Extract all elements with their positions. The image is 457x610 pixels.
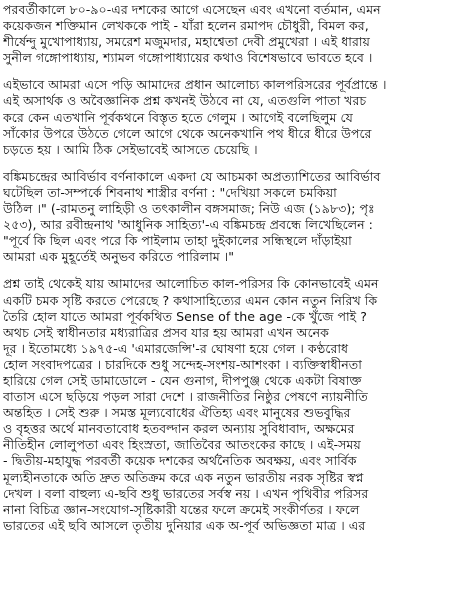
text-line: অন্তহিত । সেই শুরু । সমস্ত মূল্যবোধের ঐতিহ্য এবং মানুষের শুভবুদ্ধির: [3, 405, 351, 421]
text-line: প্রশ্ন তাই থেকেই যায় আমাদের আলোচিত কাল-পরিসর কি কোনভাবেই এমন: [3, 276, 379, 292]
paragraph-3: [3, 169, 454, 266]
text-line: ভারতের এই ছবি আসলে তৃতীয় দুনিয়ার এক অ-পূর্ব অভিজ্ঞতা মাত্র । এর: [3, 517, 366, 533]
text-line: নীতিহীন লোলুপতা এবং হিংস্রতা, জাতিবৈর আতংকের কাছে । এই-সময়: [3, 437, 361, 453]
text-line: বাতাস এসে ছড়িয়ে পড়ল সারা দেশে । রাজনীতির নিষ্ঠুর পেষণে ন্যায়নীতি: [3, 389, 368, 405]
text-line: দেখল । বলা বাহুল্য এ-ছবি শুধু ভারতের সর্বস্ব নয় । এখন পৃথিবীর পরিসর: [3, 485, 369, 501]
text-line: নানা বিচিত্র জ্ঞান-সংযোগ-সৃষ্টিকারী যন্তের ফলে ক্রমেই সংকীর্ণতর । ফলে: [3, 501, 360, 517]
text-line: একটি চমক সৃষ্টি করতে পেরেছে ? কথাসাহিত্যের এমন কোন নতুন নিরিখ কি: [3, 292, 378, 308]
text-line: এইভাবে আমরা এসে পড়ি আমাদের প্রধান আলোচ্য কালপরিসরের পূর্বপ্রান্তে ।: [3, 77, 387, 93]
text-line: পরবর্তীকালে ৮০-৯০-এর দশকের আগে এসেছেন এবং এখনো বর্তমান, এমন: [3, 2, 381, 17]
text-line: সাঁকোর উপরে উঠতে গেলে আগে থেকে অনেকখানি পথ ধীরে ধীরে উপরে: [3, 125, 372, 141]
paragraph-1: [3, 2, 454, 66]
text-line: - দ্বিতীয়-মহাযুদ্ধ পরবর্তী কয়েক দশকের অর্থনৈতিক অবক্ষয়, এবং সার্বিক: [3, 453, 357, 469]
text-line: এই অসার্থক ও অবৈজ্ঞানিক প্রশ্ন কখনই উঠবে না যে, এতগুলি পাতা খরচ: [3, 93, 367, 109]
text-line: করে কেন এতখানি পূর্বকথনে বিস্তৃত হতে গেলুম । আগেই বলেছিলুম যে: [3, 109, 353, 125]
text-line: ঘটেছিল তা-সম্পর্কে শিবনাথ শাস্ত্রীর বর্ণনা : "দেখিয়া সকলে চমকিয়া: [3, 184, 337, 200]
text-line: কয়েকজন শক্তিমান লেখককে পাই - যাঁরা হলেন রমাপদ চৌধুরী, বিমল কর,: [3, 18, 369, 34]
paragraph-2: [3, 77, 454, 157]
text-line: বঙ্কিমচন্দ্রের আবির্ভাব বর্ণনাকালে একদা যে আচমকা অপ্রত্যাশিতের আবির্ভাব: [3, 168, 381, 184]
text-line: হারিয়ে গেল সেই ডামাডোলে - যেন গুনাগ, দীপপুঞ্জ থেকে একটা বিষাক্ত: [3, 372, 362, 388]
text-line: দূর । ইতোমধ্যে ১৯৭৫-এ 'এমারজেন্সি'-র ঘোষণা হয়ে গেল । কণ্ঠরোধ: [3, 340, 349, 356]
text-line: সুনীল গঙ্গোপাধ্যায়, শ্যামল গঙ্গোপাধ্যায়ের কথাও বিশেষভাবে ভাবতে হবে ।: [3, 50, 373, 66]
text-line: হোল সংবাদপত্রের । চারদিকে শুধু সন্দেহ-সংশয়-আশংকা । ব্যক্তিস্বাধীনতা: [3, 356, 362, 372]
text-line: তৈরি হোল যাতে আমরা পূর্বকথিত Sense of the age -কে খুঁজে পাই ?: [3, 308, 367, 324]
text-line: উঠিল ।" (-রামতনু লাহিড়ী ও তৎকালীন বঙ্গসমাজ; নিউ এজ (১৯৮৩); পৃঃ: [3, 201, 375, 217]
text-line: ও বৃহত্তর অর্থে মানবতাবোধ হতবল্দান করল অন্যায় সুবিধাবাদ, অক্ষমের: [3, 421, 355, 437]
text-line: "পূর্বে কি ছিল এবং পরে কি পাইলাম তাহা দুইকালের সন্ধিস্থলে দাঁড়াইয়া: [3, 233, 352, 249]
text-line: ২৫৩), আর রবীন্দ্রনাথ 'আধুনিক সাহিত্য'-এ বঙ্কিমচন্দ্র প্রবন্ধে লিখেছিলেন :: [3, 217, 373, 233]
paragraph-4: [3, 276, 454, 534]
text-line: মূল্যহীনতাকে অতি দ্রুত অতিক্রম করে এক নতুন ভারতীয় নরক সৃষ্টির স্বপ্ন: [3, 469, 364, 485]
text-line: চড়তে হয় । আমি ঠিক সেইভাবেই আসতে চেয়েছি ।: [3, 141, 258, 157]
text-line: অথচ সেই স্বাধীনতার মধ্যরাত্রির প্রসব যার হয় আমরা এখন অনেক: [3, 324, 329, 340]
text-line: আমরা এক মুহূর্তেই অনুভব করিতে পারিলাম ।": [3, 249, 235, 265]
text-line: শীর্ষেন্দু মুখোপাধ্যায়, সমরেশ মজুমদার, মহাশ্বেতা দেবী প্রমুখেরা । এই ধারায়: [3, 34, 370, 50]
